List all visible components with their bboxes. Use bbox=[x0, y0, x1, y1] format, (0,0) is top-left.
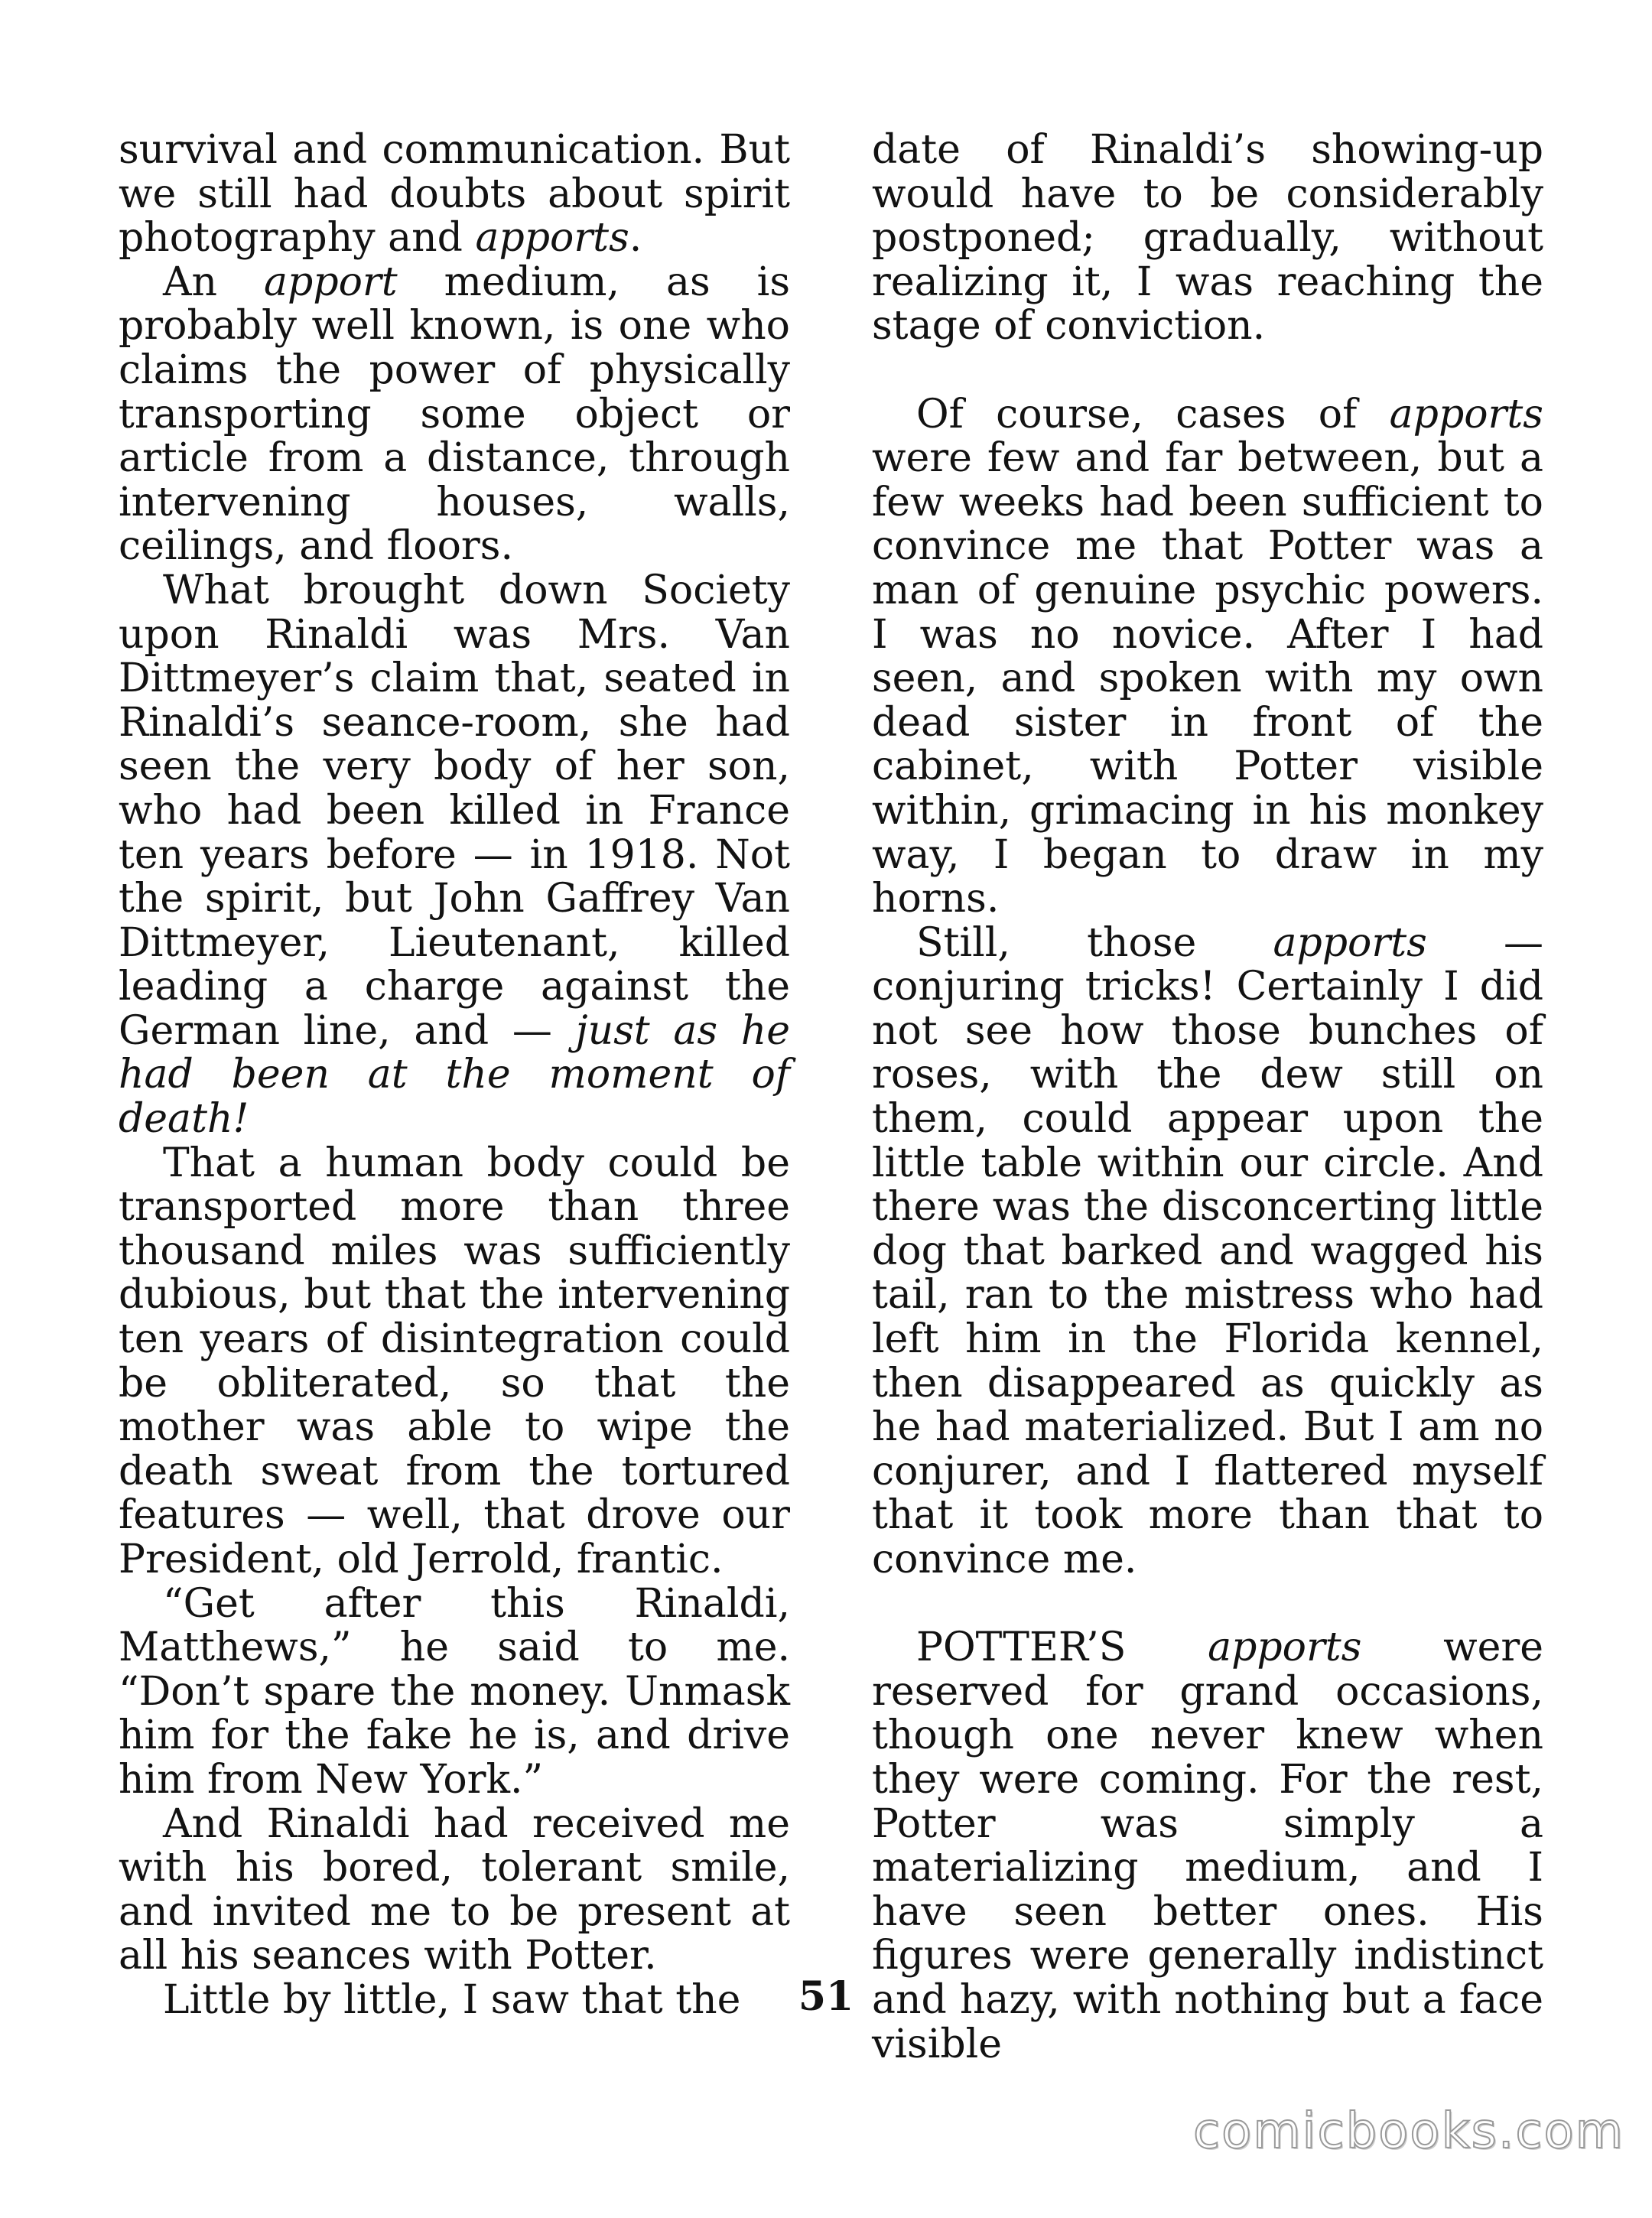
italic-text-run: apport bbox=[264, 259, 398, 305]
text-run: — conjuring tricks! Certainly I did not see how those bunches of roses, with the dew still on them, could appear upon the little table within our circle. And there was the disconcerting little dog that barked and wagged his tail, ran to the mistress who had left him in the Florida kennel, then disappeared as quickly as he had materialized. But I am no conjurer, and I flattered myself that it took more than that to convince me. bbox=[872, 919, 1544, 1582]
text-run: medium, as is probably well known, is one who claims the power of physically transporting some object or article from a distance, through intervening houses, walls, ceilings, and floors. bbox=[119, 259, 791, 570]
paragraph bbox=[119, 569, 790, 1142]
right-column bbox=[872, 128, 1543, 2067]
watermark-logo: comicbooks.com bbox=[1192, 2103, 1624, 2160]
text-run: Still, those bbox=[916, 919, 1273, 966]
text-run: were few and far between, but a few weeks had been sufficient to convince me that Potter was a man of genuine psychic powers. I was no novice. After I had seen, and spoken with my own dead sister in front of the cabinet, with Potter visible within, grimacing in his monkey way, I began to draw in my horns. bbox=[872, 435, 1543, 922]
italic-text-run: apports bbox=[1389, 391, 1543, 437]
paragraph bbox=[872, 128, 1543, 349]
text-run: POTTER’S bbox=[916, 1624, 1208, 1671]
italic-text-run: apports bbox=[1273, 919, 1427, 966]
paragraph bbox=[119, 261, 790, 569]
text-run: And Rinaldi had received me with his bored, tolerant smile, and invited me to be present at all his seances with Potter. bbox=[119, 1800, 790, 1979]
paragraph bbox=[119, 128, 790, 261]
text-run: were reserved for grand occasions, though one never knew when they were coming. For the rest, Potter was simply a materializing medium, and I have seen better ones. His figures were generally indistinct and hazy, with nothing but a face visible bbox=[872, 1624, 1543, 2067]
page-number: 51 bbox=[798, 1973, 854, 2020]
paragraph bbox=[119, 1800, 790, 1979]
text-run: . bbox=[629, 215, 642, 262]
text-run: Of course, cases of bbox=[916, 391, 1390, 437]
paragraph bbox=[872, 919, 1544, 1582]
text-run: survival and communication. But we still had doubts about spirit photography and bbox=[119, 127, 790, 262]
italic-text-run: apports bbox=[1208, 1624, 1362, 1671]
left-column bbox=[119, 128, 790, 2023]
paragraph bbox=[119, 1582, 790, 1803]
text-run: date of Rinaldi’s showing-up would have to be considerably postponed; gradually, without realizing it, I was reaching the stage of conviction. bbox=[872, 127, 1543, 350]
text-run: That a human body could be transported more than three thousand miles was sufficiently dubious, but that the intervening ten years of disintegration could be obliterated, so that the mother was able to wipe the death sweat from the tortured features — well, that drove our President, old Jerrold, frantic. bbox=[119, 1140, 790, 1582]
text-run: What brought down Society upon Rinaldi was Mrs. Van Dittmeyer’s claim that, seated in Rinaldi’s seance-room, she had seen the very body of her son, who had been killed in France ten years before — in 1918. Not the spirit, but John Gaffrey Van Dittmeyer, Lieutenant, killed leading a charge against the German line, and — bbox=[119, 567, 790, 1054]
text-run: Little by little, I saw that the bbox=[163, 1976, 741, 2023]
paragraph bbox=[119, 1142, 790, 1582]
italic-text-run: just as he had been at the moment of death! bbox=[119, 1007, 790, 1143]
text-run: “Get after this Rinaldi, Matthews,” he said to me. “Don’t spare the money. Unmask him for the fake he is, and drive him from New York.” bbox=[119, 1580, 790, 1803]
paragraph bbox=[872, 393, 1543, 922]
italic-text-run: apports bbox=[475, 215, 629, 262]
text-run: An bbox=[163, 259, 265, 305]
